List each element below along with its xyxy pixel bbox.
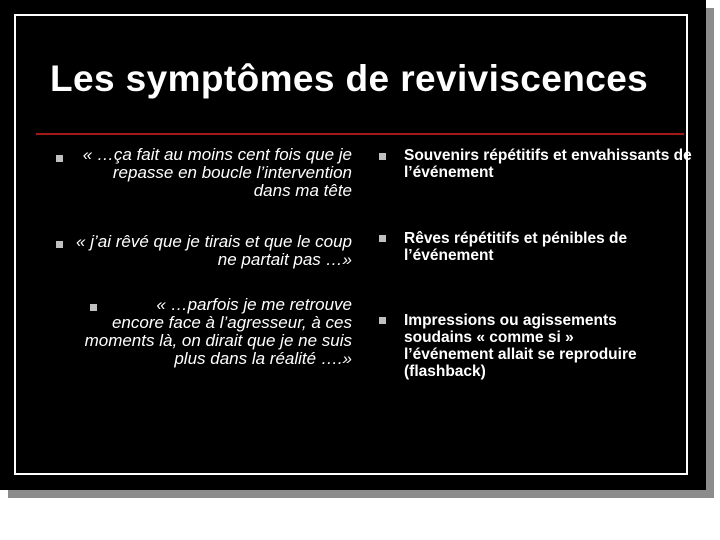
square-bullet-icon xyxy=(379,317,386,324)
quote-text: « j’ai rêvé que je tirais et que le coup ne partait pas …» xyxy=(76,232,352,269)
square-bullet-icon xyxy=(379,153,386,160)
page-number: 14 xyxy=(665,513,676,523)
slide-title: Les symptômes de reviviscences xyxy=(50,58,649,99)
symptom-text: Souvenirs répétitifs et envahissants de l’événement xyxy=(404,147,692,181)
symptom-text: Impressions ou agissements soudains « comme si » l’événement allait se reproduire (flashback) xyxy=(404,312,637,380)
square-bullet-icon xyxy=(56,155,63,162)
quote-text: « …ça fait au moins cent fois que je repasse en boucle l’intervention dans ma tête xyxy=(82,145,352,200)
symptom-text: Rêves répétitifs et pénibles de l’événement xyxy=(404,230,628,264)
title-divider xyxy=(36,133,684,135)
square-bullet-icon xyxy=(379,235,386,242)
quote-text: « …parfois je me retrouve encore face à l’agresseur, à ces moments là, on dirait que je ne suis plus dans la réalité ….» xyxy=(84,295,352,368)
